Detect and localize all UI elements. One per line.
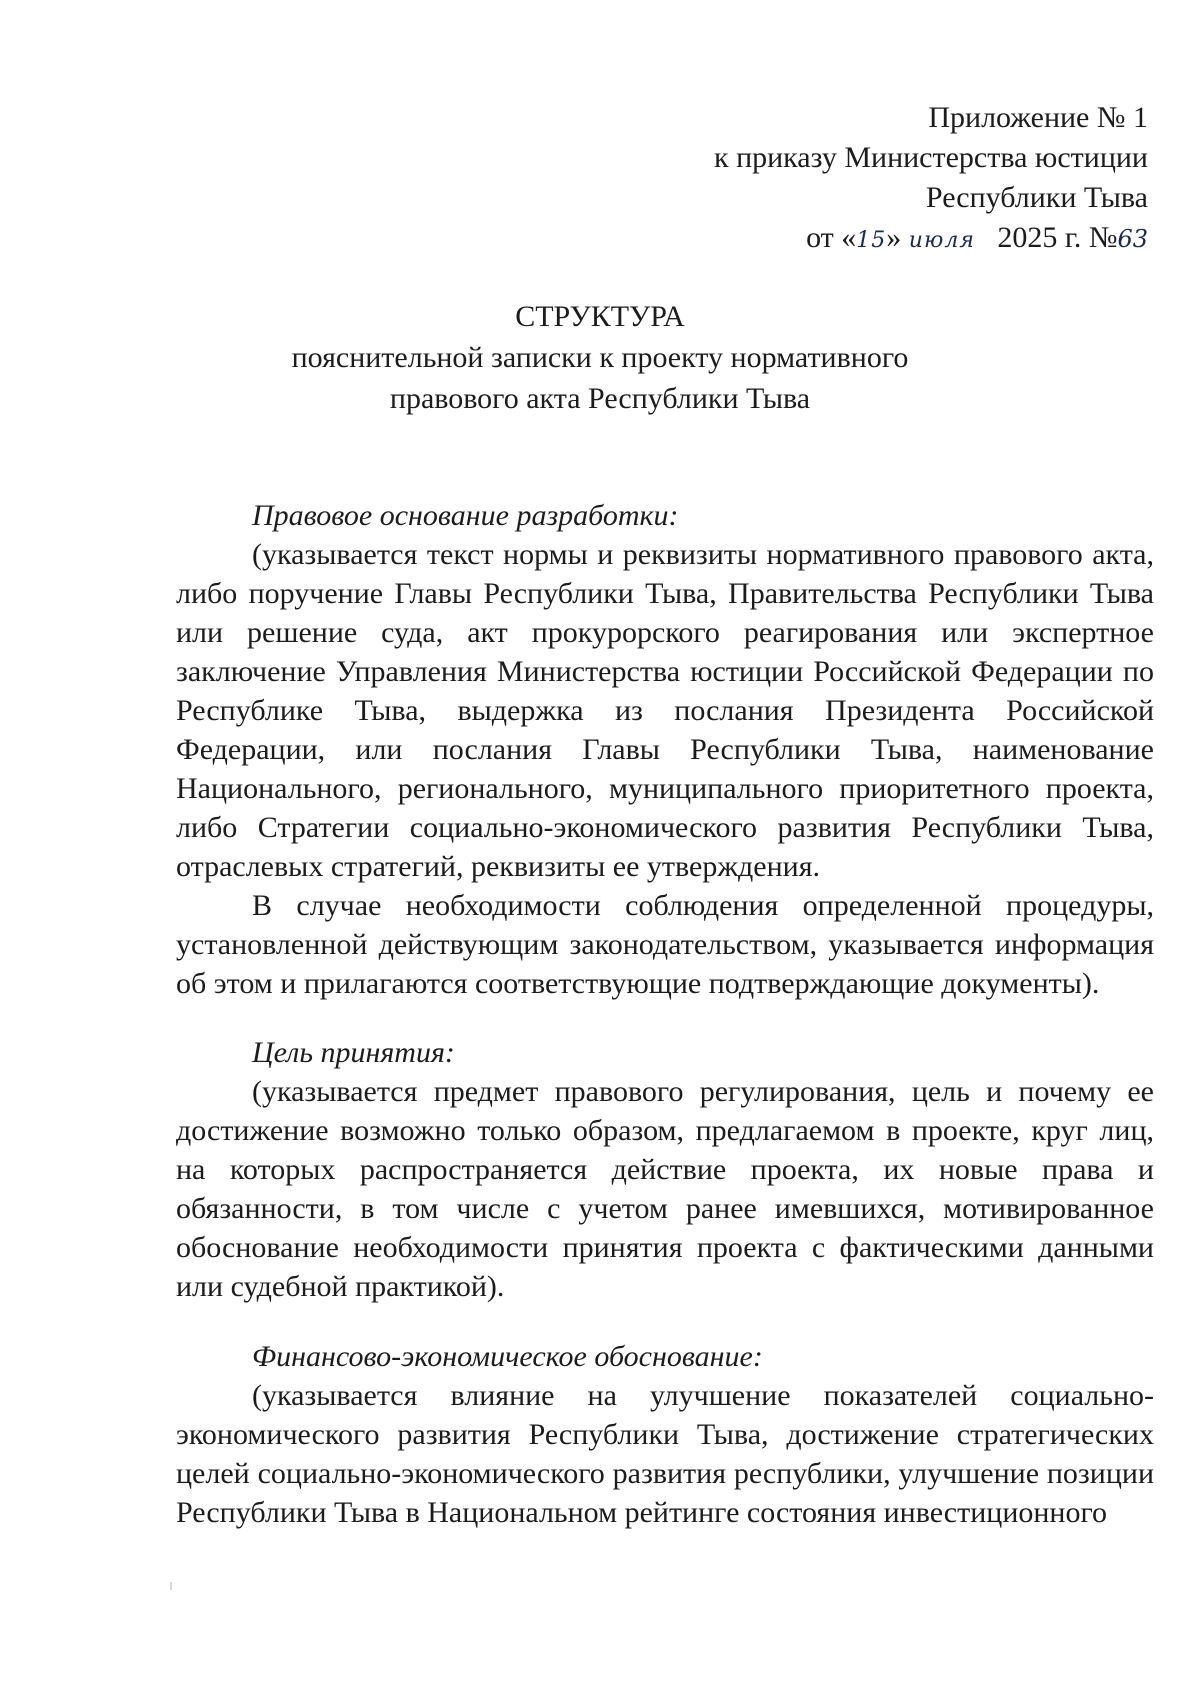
scan-artifact	[170, 1582, 172, 1590]
section-paragraph: В случае необходимости соблюдения определенной процедуры, установленной действующим законодательством, указывается информация об этом и прилагаются соответствующие подтверждающие документы).	[176, 889, 1154, 1000]
date-mid: »	[886, 221, 909, 254]
document-title: СТРУКТУРА	[515, 300, 685, 333]
handwritten-month: июля	[908, 228, 975, 253]
section-paragraph: (указывается текст нормы и реквизиты нормативного правового акта, либо поручение Главы Республики Тыва, Правительства Республики Тыва или решение суда, акт прокурорского реагирования или экспертное заключение Управления Министерства юстиции Российской Федерации по Республике Тыва, выдержка из послания Президента Российской Федерации, или послания Главы Республики Тыва, наименование Национального, регионального, муниципального приоритетного проекта, либо Стратегии социально-экономического развития Республики Тыва, отраслевых стратегий, реквизиты ее утверждения.	[176, 538, 1154, 883]
date-year: 2025 г. №	[997, 221, 1118, 254]
section-legal-basis	[176, 496, 1154, 1003]
appendix-republic: Республики Тыва	[925, 181, 1148, 214]
date-prefix: от «	[806, 221, 857, 254]
section-paragraph: (указывается предмет правового регулирования, цель и почему ее достижение возможно только образом, предлагаемом в проекте, круг лиц, на которых распространяется действие проекта, их новые права и обязанности, в том числе с учетом ранее имевшихся, мотивированное обоснование необходимости принятия проекта с фактическими данными или судебной практикой).	[176, 1075, 1154, 1303]
appendix-order-ref: к приказу Министерства юстиции	[714, 141, 1148, 174]
section-heading: Финансово-экономическое обоснование:	[252, 1340, 763, 1373]
section-heading: Правовое основание разработки:	[252, 499, 679, 532]
handwritten-order-number: 63	[1117, 225, 1148, 253]
section-purpose	[176, 1033, 1154, 1306]
document-subtitle-line1: пояснительной записки к проекту нормативного	[291, 341, 909, 374]
section-financial	[176, 1337, 1154, 1532]
appendix-header	[714, 98, 1148, 261]
section-heading: Цель принятия:	[252, 1036, 455, 1069]
document-title-block	[0, 296, 1200, 419]
appendix-date-line	[714, 218, 1148, 261]
section-paragraph: (указывается влияние на улучшение показателей социально-экономического развития Республики Тыва, достижение стратегических целей социально-экономического развития республики, улучшение позиции Республики Тыва в Национальном рейтинге состояния инвестиционного	[176, 1379, 1154, 1529]
handwritten-day: 15	[856, 228, 887, 253]
appendix-number: Приложение № 1	[928, 101, 1148, 134]
document-subtitle-line2: правового акта Республики Тыва	[389, 382, 811, 415]
